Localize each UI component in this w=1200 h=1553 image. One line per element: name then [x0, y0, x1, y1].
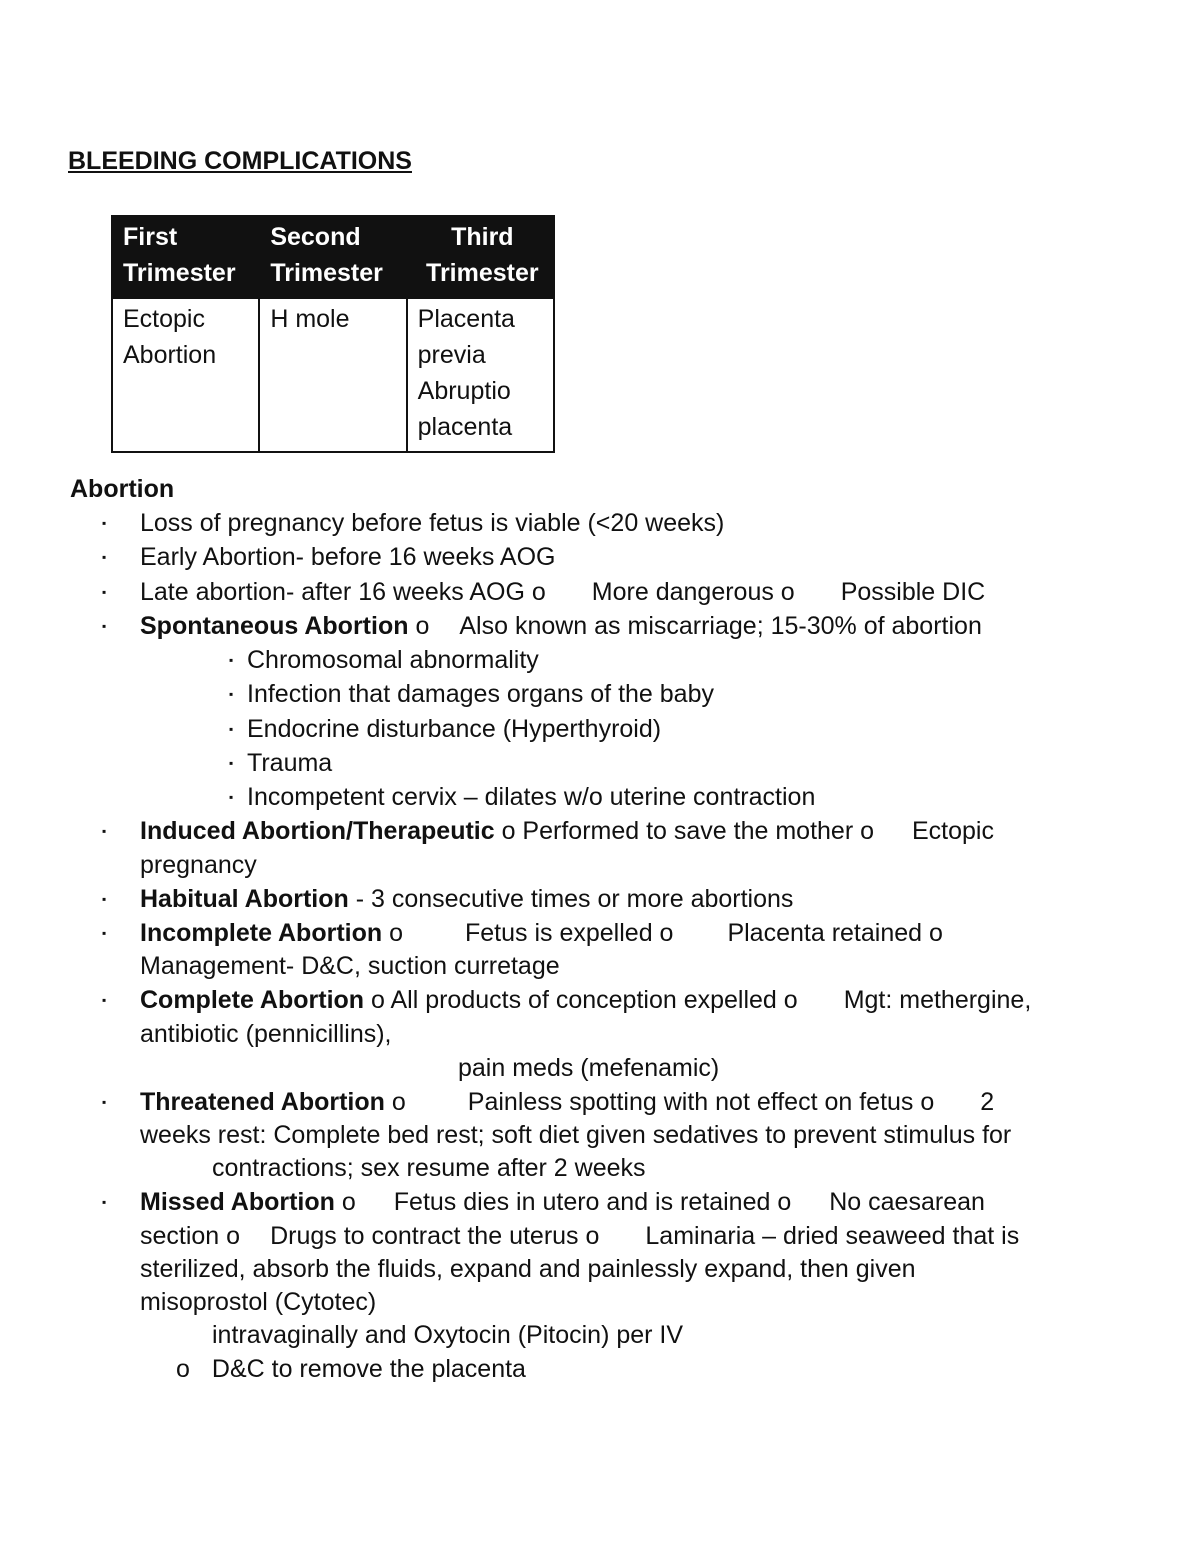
sub-list-item: Incompetent cervix – dilates w/o uterine contraction	[247, 783, 816, 811]
sub-bullet-icon: ▪	[229, 790, 234, 804]
sub-list-item: Chromosomal abnormality	[247, 646, 539, 674]
header-first-trimester: First Trimester	[112, 216, 259, 298]
bullet-icon: ▪	[102, 516, 107, 530]
list-item-continuation: contractions; sex resume after 2 weeks	[212, 1154, 646, 1182]
list-item-continuation: pregnancy	[140, 851, 257, 879]
list-item-continuation: sterilized, absorb the fluids, expand and painlessly expand, then given	[140, 1255, 916, 1283]
sub-list-item: o D&C to remove the placenta	[176, 1355, 526, 1383]
table-row	[112, 298, 554, 452]
list-item-continuation: section o Drugs to contract the uterus o Laminaria – dried seaweed that is	[140, 1222, 1020, 1250]
list-item: Late abortion- after 16 weeks AOG o More dangerous o Possible DIC	[140, 578, 986, 606]
list-item-continuation: intravaginally and Oxytocin (Pitocin) per IV	[212, 1321, 684, 1349]
list-item-continuation: pain meds (mefenamic)	[458, 1054, 720, 1082]
list-item: Spontaneous Abortion o Also known as miscarriage; 15-30% of abortion	[140, 612, 982, 640]
bullet-icon: ▪	[102, 619, 107, 633]
document-title: BLEEDING COMPLICATIONS	[68, 147, 412, 175]
sub-list-item: Endocrine disturbance (Hyperthyroid)	[247, 715, 662, 743]
bullet-icon: ▪	[102, 926, 107, 940]
list-item: Loss of pregnancy before fetus is viable (<20 weeks)	[140, 509, 725, 537]
bullet-icon: ▪	[102, 993, 107, 1007]
section-heading-abortion: Abortion	[70, 475, 175, 503]
list-item-continuation: weeks rest: Complete bed rest; soft diet given sedatives to prevent stimulus for	[140, 1121, 1012, 1149]
list-item-continuation: antibiotic (pennicillins),	[140, 1020, 392, 1048]
list-item: Induced Abortion/Therapeutic o Performed to save the mother o Ectopic	[140, 817, 994, 845]
bullet-icon: ▪	[102, 550, 107, 564]
sub-list-item: Infection that damages organs of the baby	[247, 680, 714, 708]
header-third-trimester: Third Trimester	[407, 216, 554, 298]
bullet-icon: ▪	[102, 1195, 107, 1209]
bullet-icon: ▪	[102, 585, 107, 599]
bullet-icon: ▪	[102, 892, 107, 906]
sub-bullet-icon: ▪	[229, 756, 234, 770]
list-item-continuation: misoprostol (Cytotec)	[140, 1288, 377, 1316]
list-item: Threatened Abortion o Painless spotting with not effect on fetus o 2	[140, 1088, 995, 1116]
bullet-icon: ▪	[102, 1095, 107, 1109]
sub-bullet-icon: ▪	[229, 653, 234, 667]
sub-bullet-icon: ▪	[229, 687, 234, 701]
list-item: Incomplete Abortion o Fetus is expelled o Placenta retained o	[140, 919, 943, 947]
list-item: Missed Abortion o Fetus dies in utero and is retained o No caesarean	[140, 1188, 985, 1216]
cell-third-trimester: Placenta previa Abruptio placenta	[407, 298, 554, 452]
trimester-table	[111, 215, 555, 453]
cell-first-trimester: Ectopic Abortion	[112, 298, 259, 452]
bullet-icon: ▪	[102, 824, 107, 838]
list-item: Habitual Abortion - 3 consecutive times or more abortions	[140, 885, 794, 913]
table-header-row	[112, 216, 554, 298]
sub-bullet-icon: ▪	[229, 722, 234, 736]
list-item: Complete Abortion o All products of conception expelled o Mgt: methergine,	[140, 986, 1032, 1014]
list-item-continuation: Management- D&C, suction curretage	[140, 952, 560, 980]
list-item: Early Abortion- before 16 weeks AOG	[140, 543, 556, 571]
header-second-trimester: Second Trimester	[259, 216, 406, 298]
sub-list-item: Trauma	[247, 749, 333, 777]
cell-second-trimester: H mole	[259, 298, 406, 452]
